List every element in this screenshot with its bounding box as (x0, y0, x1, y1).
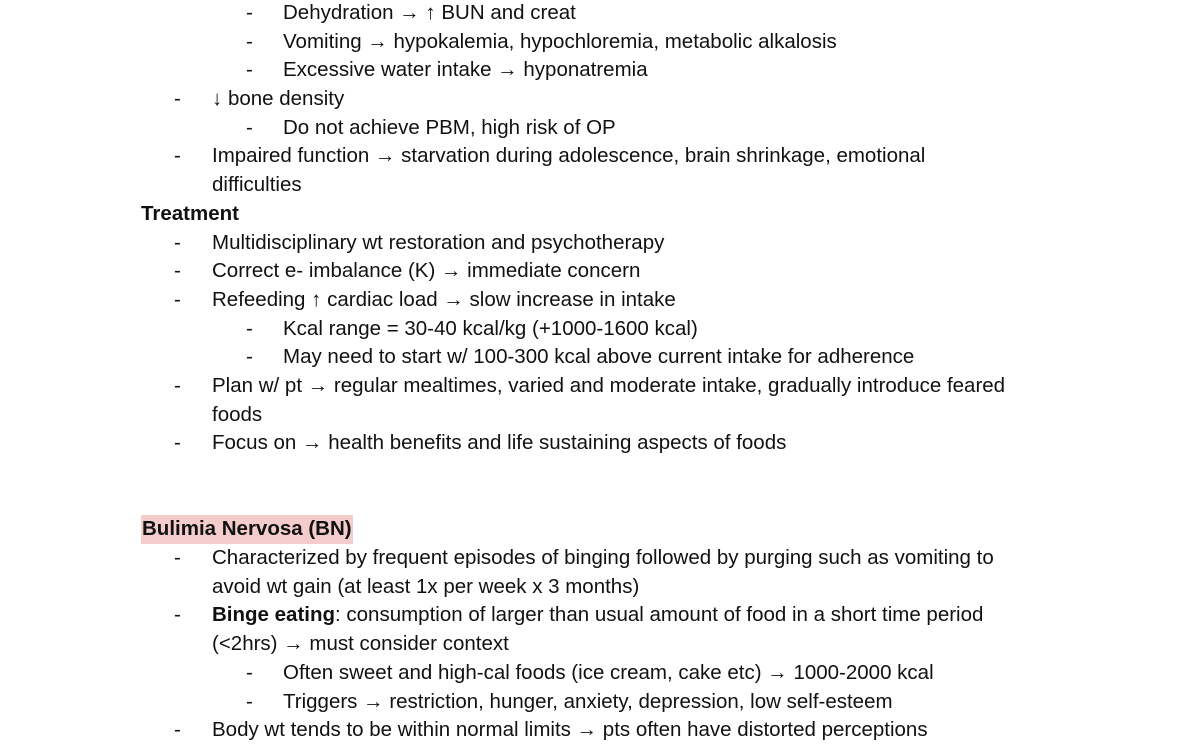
section-heading-text: Bulimia Nervosa (BN) (141, 515, 353, 544)
list-item (0, 257, 1200, 286)
list-item-text: difficulties (212, 173, 302, 197)
list-item-text: Dehydration → ↑ BUN and creat (283, 1, 576, 24)
list-item (0, 315, 1200, 344)
bullet: - (174, 431, 181, 455)
list-item-text: Focus on → health benefits and life sustaining aspects of foods (212, 431, 787, 455)
list-item-text: (<2hrs) → must consider context (212, 632, 509, 656)
list-item-text: Vomiting → hypokalemia, hypochloremia, metabolic alkalosis (283, 29, 837, 53)
list-item-text: Impaired function → starvation during adolescence, brain shrinkage, emotional (212, 144, 926, 168)
list-item (0, 0, 1200, 28)
bullet: - (246, 29, 253, 53)
bullet: - (174, 546, 181, 570)
list-item (0, 659, 1200, 688)
list-item-text: Kcal range = 30-40 kcal/kg (+1000-1600 kcal) (283, 316, 698, 340)
list-item-text: avoid wt gain (at least 1x per week x 3 months) (212, 574, 640, 598)
list-item-text: Body wt tends to be within normal limits → pts often have distorted perceptions (212, 718, 928, 742)
list-item-text: Characterized by frequent episodes of binging followed by purging such as vomiting to (212, 546, 994, 570)
blank-line (0, 458, 1200, 487)
list-item-text: Often sweet and high-cal foods (ice cream, cake etc) → 1000-2000 kcal (283, 660, 934, 684)
list-item-continuation (0, 573, 1200, 602)
list-item (0, 28, 1200, 57)
list-item-continuation (0, 401, 1200, 430)
list-item-text: Plan w/ pt → regular mealtimes, varied and moderate intake, gradually introduce feared (212, 373, 1006, 397)
section-heading-treatment (0, 200, 1200, 229)
list-item-continuation (0, 630, 1200, 659)
list-item (0, 56, 1200, 85)
list-item (0, 286, 1200, 315)
bullet: - (174, 603, 181, 627)
list-item-text (212, 601, 983, 630)
list-item-continuation (0, 171, 1200, 200)
bullet: - (174, 87, 181, 111)
bullet: - (174, 287, 181, 311)
list-item-text: foods (212, 402, 263, 426)
bullet: - (246, 115, 253, 139)
list-item-text: Refeeding ↑ cardiac load → slow increase in intake (212, 287, 676, 311)
list-item-text: Correct e- imbalance (K) → immediate concern (212, 259, 641, 283)
list-item (0, 114, 1200, 143)
list-item (0, 544, 1200, 573)
list-item (0, 372, 1200, 401)
list-item (0, 688, 1200, 717)
bullet: - (246, 316, 253, 340)
bullet: - (246, 345, 253, 369)
list-item-text: Triggers → restriction, hunger, anxiety, depression, low self-esteem (283, 689, 893, 713)
section-heading-bulimia (0, 515, 1200, 544)
bullet: - (174, 373, 181, 397)
list-item (0, 229, 1200, 258)
bullet: - (246, 689, 253, 713)
term-definition: : consumption of larger than usual amount of food in a short time period (335, 603, 984, 627)
list-item (0, 716, 1200, 745)
list-item-text: ↓ bone density (212, 87, 345, 111)
list-item (0, 601, 1200, 630)
bullet: - (246, 58, 253, 82)
list-item-text: Excessive water intake → hyponatremia (283, 58, 648, 82)
bold-term: Binge eating (212, 603, 336, 627)
list-item-text: Do not achieve PBM, high risk of OP (283, 115, 616, 139)
list-item (0, 429, 1200, 458)
list-item (0, 85, 1200, 114)
blank-line (0, 487, 1200, 516)
bullet: - (174, 259, 181, 283)
list-item-text: May need to start w/ 100-300 kcal above current intake for adherence (283, 345, 915, 369)
bullet: - (174, 718, 181, 742)
list-item (0, 142, 1200, 171)
list-item-text: Multidisciplinary wt restoration and psychotherapy (212, 230, 665, 254)
bullet: - (174, 230, 181, 254)
bullet: - (246, 660, 253, 684)
section-heading-text: Treatment (141, 201, 239, 225)
bullet: - (174, 144, 181, 168)
bullet: - (246, 1, 253, 24)
list-item (0, 343, 1200, 372)
